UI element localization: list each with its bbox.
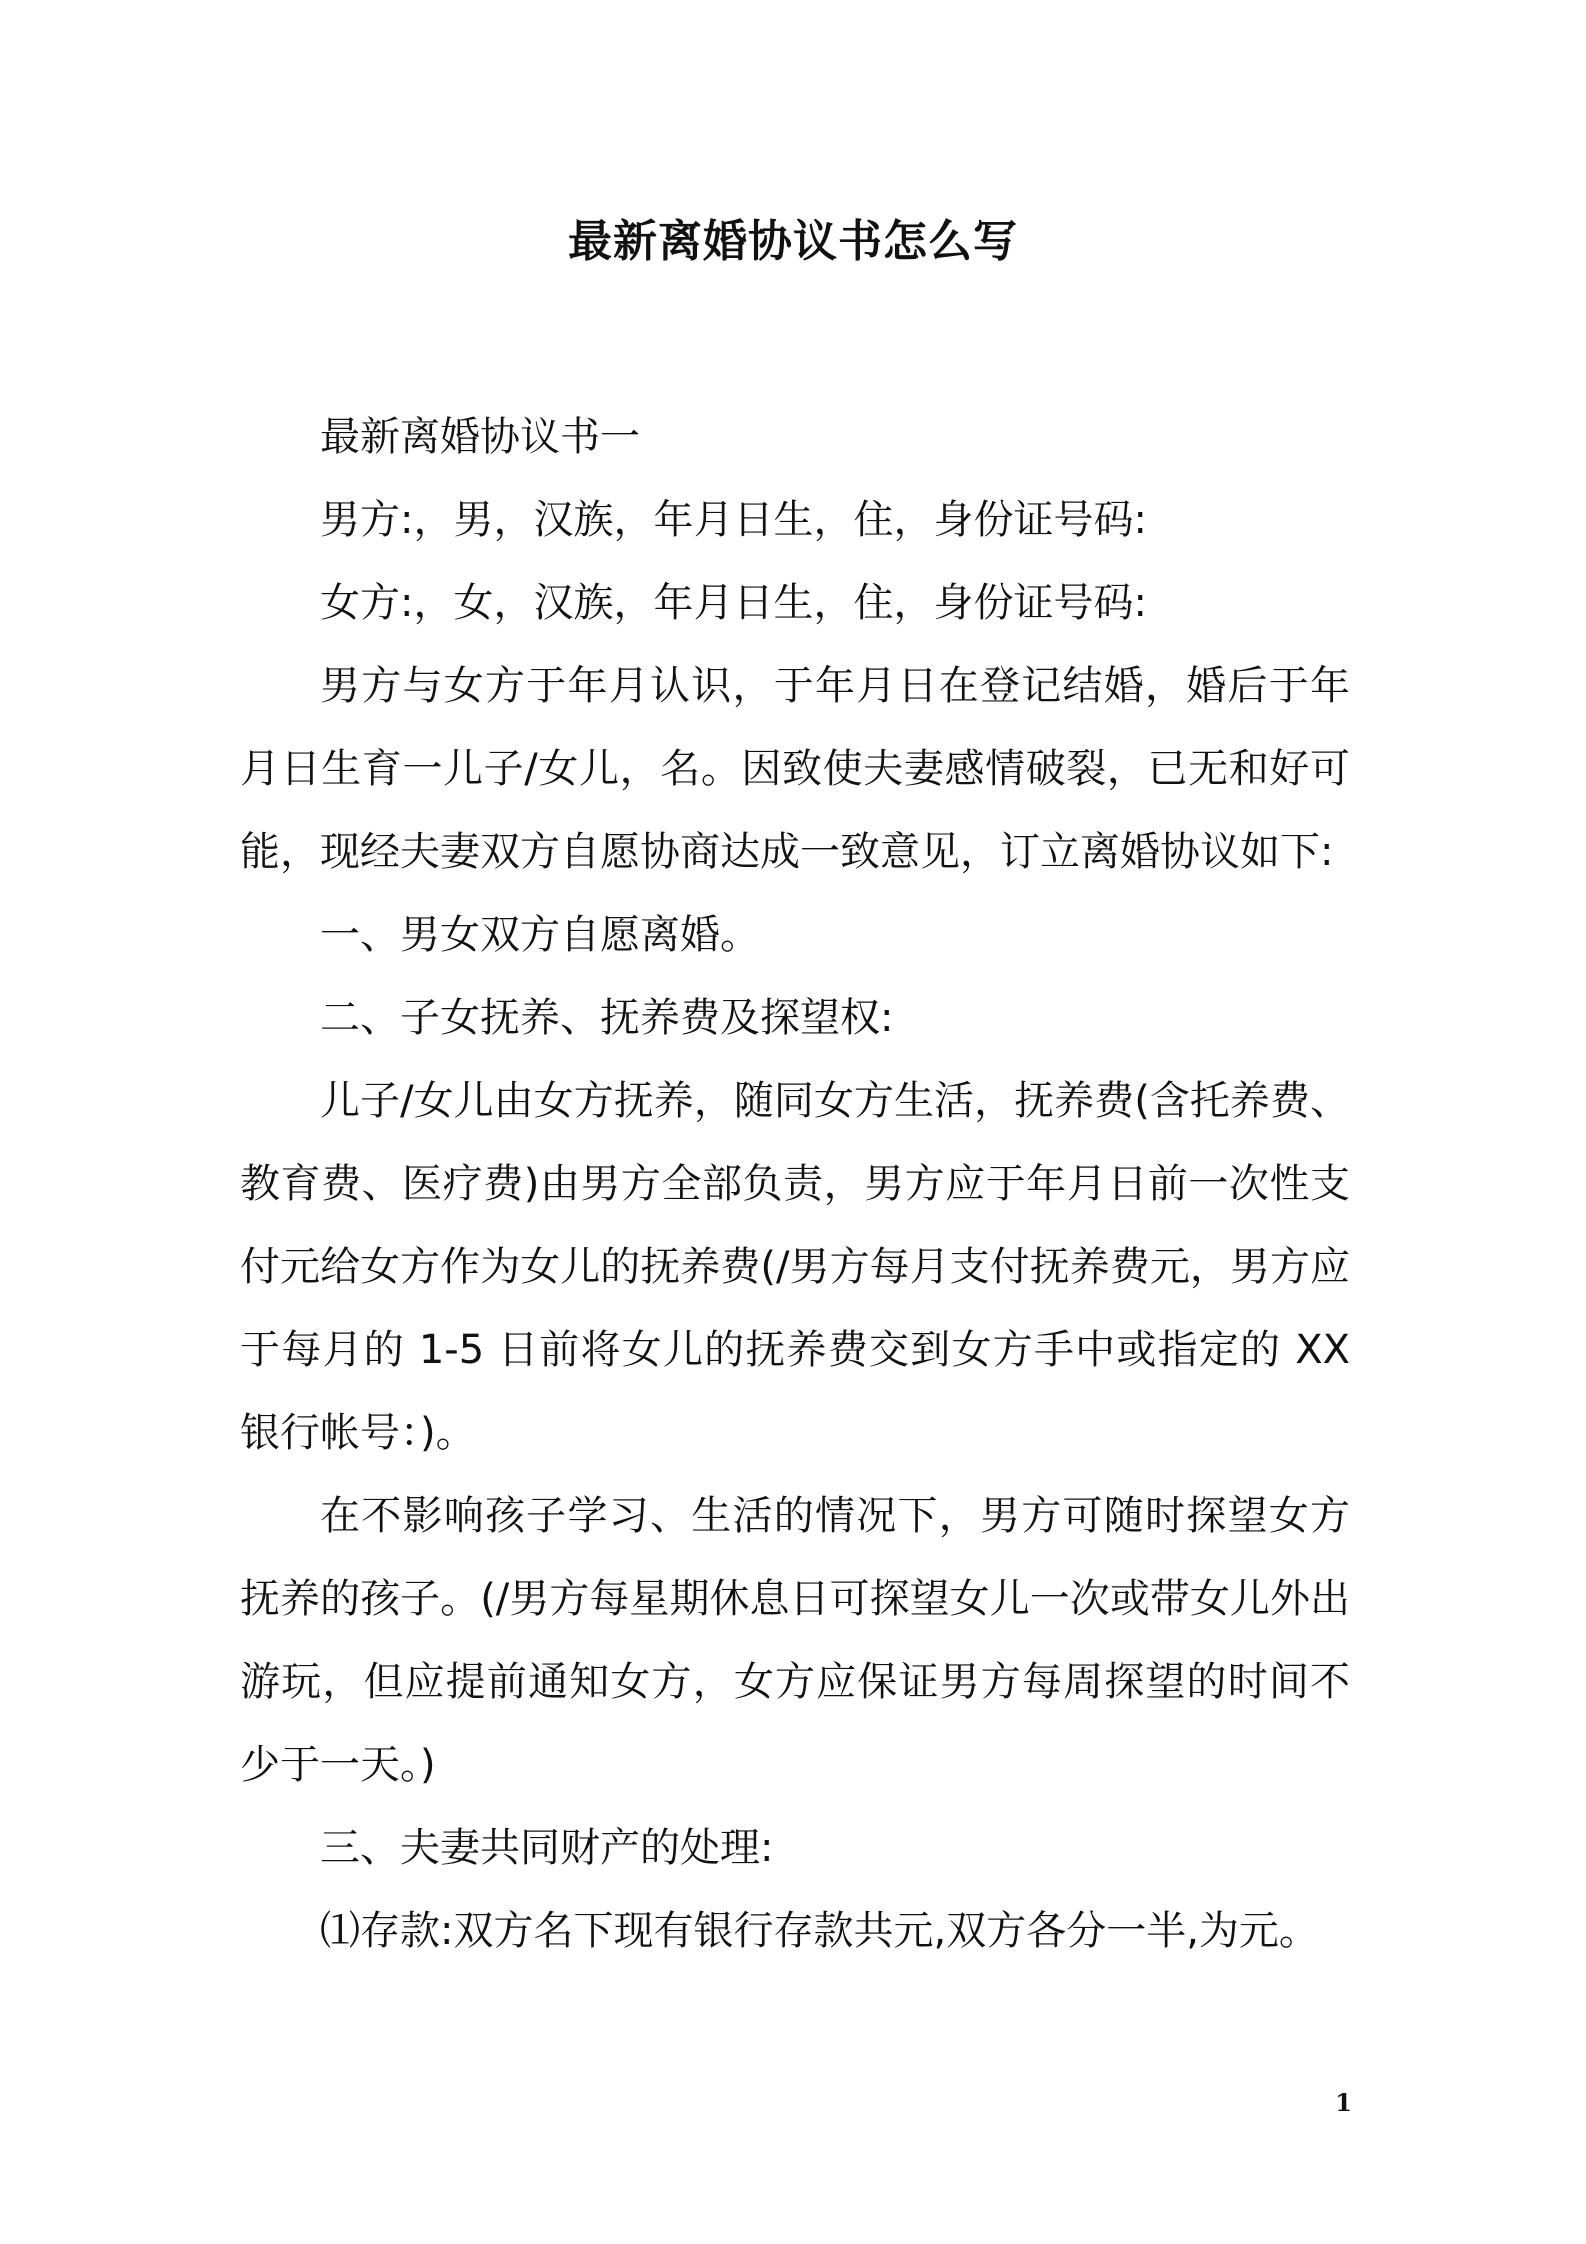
paragraph: 一、男女双方自愿离婚。 [320,912,760,958]
paragraph: 三、夫妻共同财产的处理: [320,1825,774,1871]
paragraph: 最新离婚协议书一 [320,414,640,460]
page-number: 1 [1335,2088,1352,2117]
document-title: 最新离婚协议书怎么写 [568,216,1018,267]
paragraph: ⑴存款:双方名下现有银行存款共元,双方各分一半,为元。 [320,1908,1319,1954]
document-body [240,396,1350,1973]
paragraph: 男方:，男，汉族，年月日生，住，身份证号码: [320,497,1147,543]
paragraph: 在不影响孩子学习、生活的情况下，男方可随时探望女方抚养的孩子。(/男方每星期休息日可探望女儿一次或带女儿外出游玩，但应提前通知女方，女方应保证男方每周探望的时间不少于一天。) [240,1493,1350,1788]
paragraph: 二、子女抚养、抚养费及探望权: [320,995,894,1041]
paragraph: 女方:，女，汉族，年月日生，住，身份证号码: [320,580,1147,626]
paragraph: 儿子/女儿由女方抚养，随同女方生活，抚养费(含托养费、教育费、医疗费)由男方全部负责，男方应于年月日前一次性支付元给女方作为女儿的抚养费(/男方每月支付抚养费元，男方应于每月的 1-5 日前将女儿的抚养费交到女方手中或指定的 XX 银行帐号：)。 [240,1078,1350,1456]
paragraph: 男方与女方于年月认识，于年月日在登记结婚，婚后于年月日生育一儿子/女儿，名。因致使夫妻感情破裂，已无和好可能，现经夫妻双方自愿协商达成一致意见，订立离婚协议如下: [240,663,1350,875]
